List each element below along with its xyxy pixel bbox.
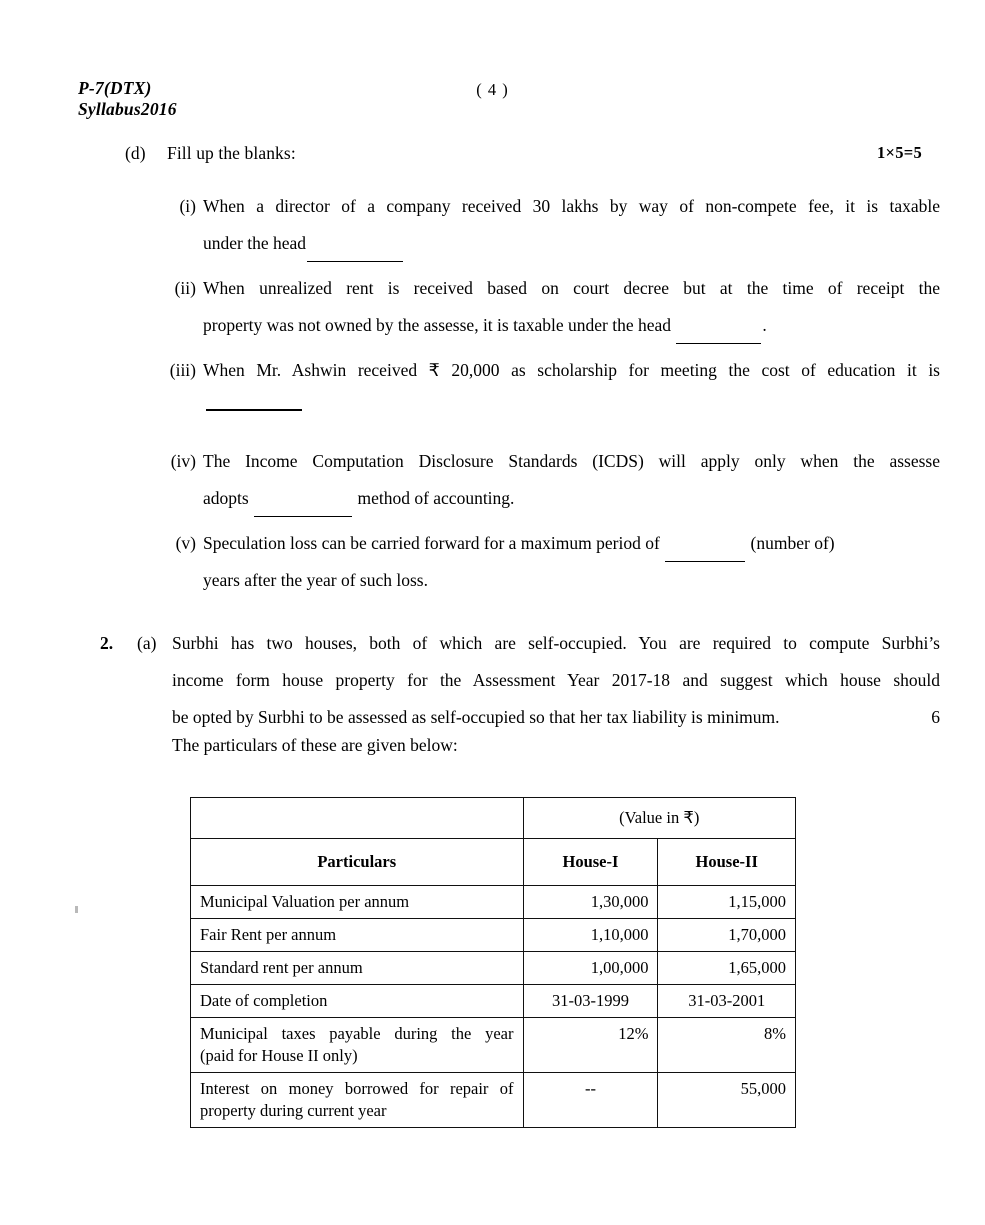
row-value-house-2: 31-03-2001 [658,985,796,1018]
item-line [203,525,940,562]
table-header-row [191,839,796,886]
table-row [191,798,796,839]
marks-note: 1×5=5 [876,143,922,162]
question-line: Surbhi has two houses, both of which are self-occupied. You are required to compute Surbhi’s [172,633,940,653]
item-line: When unrealized rent is received based on court decree but at the time of receipt the [203,278,940,298]
item-line-text-tail: (number of) [746,533,835,553]
item-line-text-tail: . [762,315,767,335]
column-header-particulars: Particulars [191,839,524,886]
item-line-text: property was not owned by the assesse, it is taxable under the head [203,315,676,335]
syllabus-label: Syllabus2016 [78,99,177,119]
table-empty-cell [191,798,524,839]
row-value-house-1: 31-03-1999 [523,985,658,1018]
item-marker: (ii) [174,278,196,298]
item-line-text: Speculation loss can be carried forward for a maximum period of [203,533,665,553]
item-line: When a director of a company received 30 lakhs by way of non-compete fee, it is taxable [203,196,940,216]
item-line [203,307,940,344]
fill-blank[interactable] [206,409,302,411]
table-row [191,985,796,1018]
row-value-house-1: 12% [523,1018,658,1073]
row-value-house-1: 1,30,000 [523,886,658,919]
table-row [191,1018,796,1073]
row-label: Fair Rent per annum [191,919,524,952]
item-marker: (v) [175,533,196,553]
item-body [203,270,940,344]
section-d-prompt: Fill up the blanks: [167,143,296,163]
fill-blank[interactable] [307,248,403,262]
row-label [191,1018,524,1073]
list-item [150,270,940,344]
question-number: 2. [100,633,114,653]
particulars-table [190,797,796,1128]
fill-blank[interactable] [676,330,761,344]
item-line: The Income Computation Disclosure Standards (ICDS) will apply only when the assesse [203,451,940,471]
column-header-house-2: House-II [658,839,796,886]
table-intro: The particulars of these are given below: [172,735,458,755]
row-label-line: property during current year [200,1101,387,1120]
list-item [150,188,940,262]
row-label-line: Interest on money borrowed for repair of [200,1079,514,1098]
row-value-house-2: 1,70,000 [658,919,796,952]
question-line [172,699,940,736]
item-body [203,525,940,599]
list-item [150,352,940,389]
row-value-house-1: 1,00,000 [523,952,658,985]
item-marker: (iv) [170,451,196,471]
row-label: Municipal Valuation per annum [191,886,524,919]
question-2 [100,625,940,736]
table-row [191,952,796,985]
item-line-text: under the head [203,233,307,253]
list-item [150,525,940,599]
row-value-house-2: 1,65,000 [658,952,796,985]
section-d-label: (d) [125,143,146,163]
page-number: ( 4 ) [476,80,509,99]
fill-blank[interactable] [665,548,745,562]
table-row [191,886,796,919]
row-label: Standard rent per annum [191,952,524,985]
fill-blank[interactable] [254,503,352,517]
item-line-text-tail: method of accounting. [353,488,515,508]
item-body [203,443,940,517]
question-line: income form house property for the Assessment Year 2017-18 and suggest which house should [172,670,940,690]
item-line-text: adopts [203,488,254,508]
question-part-label: (a) [137,633,157,653]
item-line: years after the year of such loss. [203,570,428,590]
question-body [172,625,940,736]
scan-artifact [75,906,78,913]
item-marker: (i) [179,196,196,216]
item-body [203,188,940,262]
table-row [191,1073,796,1128]
row-value-house-2: 1,15,000 [658,886,796,919]
item-line [203,480,940,517]
row-label-line: (paid for House II only) [200,1046,358,1065]
row-value-house-2: 55,000 [658,1073,796,1128]
value-header: (Value in ₹) [523,798,796,839]
row-label [191,1073,524,1128]
item-marker: (iii) [169,360,196,380]
row-value-house-1: -- [523,1073,658,1128]
row-value-house-1: 1,10,000 [523,919,658,952]
paper-code: P-7(DTX) [78,78,152,98]
question-line-text: be opted by Surbhi to be assessed as self-occupied so that her tax liability is minimum. [172,707,780,727]
list-item [150,443,940,517]
row-label-line: Municipal taxes payable during the year [200,1024,514,1043]
question-marks: 6 [931,707,940,727]
row-label: Date of completion [191,985,524,1018]
row-value-house-2: 8% [658,1018,796,1073]
item-line [203,225,940,262]
table-row [191,919,796,952]
item-body [203,352,940,389]
column-header-house-1: House-I [523,839,658,886]
item-line: When Mr. Ashwin received ₹ 20,000 as scholarship for meeting the cost of education it is [203,360,940,380]
